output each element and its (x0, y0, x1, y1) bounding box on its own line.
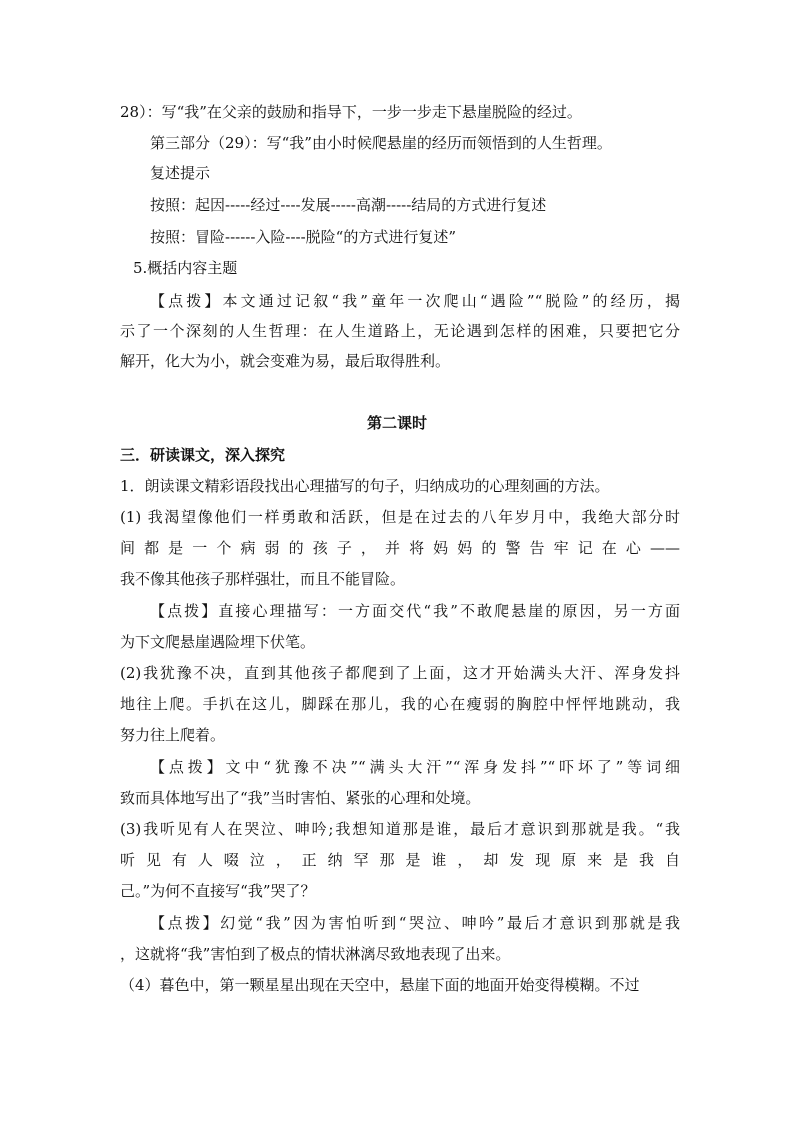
text-line: 1．朗读课文精彩语段找出心理描写的句子，归纳成功的心理刻画的方法。 (120, 477, 610, 495)
text-line: 解开，化大为小，就会变难为易，最后取得胜利。 (120, 352, 451, 370)
text-line: （4）暮色中，第一颗星星出现在天空中，悬崖下面的地面开始变得模糊。不过 (120, 976, 640, 994)
text-line: 按照：冒险------入险----脱险“的方式进行复述” (150, 228, 457, 246)
text-line: 示了一个深刻的人生哲理：在人生道路上，无论遇到怎样的困难，只要把它分 (120, 322, 680, 340)
text-line: ，这就将“我”害怕到了极点的情状淋漓尽致地表现了出来。 (120, 945, 511, 963)
text-line: 第三部分（29）：写“我”由小时候爬悬崖的经历而领悟到的人生哲理。 (150, 134, 612, 152)
text-line: 【点拨】直接心理描写：一方面交代“我”不敢爬悬崖的原因，另一方面 (150, 602, 680, 620)
text-line: (2)我犹豫不决，直到其他孩子都爬到了上面，这才开始满头大汗、浑身发抖 (120, 664, 680, 682)
text-line: 听见有人啜泣，正纳罕那是谁，却发现原来是我自 (120, 851, 680, 869)
text-line: 按照：起因-----经过----发展-----高潮-----结局的方式进行复述 (150, 196, 547, 214)
text-line: 努力往上爬着。 (120, 726, 226, 744)
text-line: 为下文爬悬崖遇险埋下伏笔。 (120, 633, 316, 651)
text-line: 间都是一个病弱的孩子，并将妈妈的警告牢记在心—— (120, 539, 680, 557)
text-line: 【点拨】本文通过记叙“我”童年一次爬山“遇险”“脱险”的经历，揭 (150, 292, 680, 310)
section-heading: 5.概括内容主题 (133, 259, 238, 277)
text-line: (1) 我渴望像他们一样勇敢和活跃，但是在过去的八年岁月中，我绝大部分时 (120, 508, 680, 526)
text-line: 地往上爬。手扒在这儿，脚踩在那儿，我的心在瘦弱的胸腔中怦怦地跳动，我 (120, 695, 680, 713)
text-line: 【点拨】文中“犹豫不决”“满头大汗”“浑身发抖”“吓坏了”等词细 (150, 758, 680, 776)
text-line: 己。”为何不直接写“我”哭了？ (120, 882, 316, 900)
text-line: 我不像其他孩子那样强壮，而且不能冒险。 (120, 570, 406, 588)
text-line: 致而具体地写出了“我”当时害怕、紧张的心理和处境。 (120, 789, 481, 807)
lesson-title: 第二课时 (366, 414, 427, 432)
text-line: 【点拨】幻觉“我”因为害怕听到“哭泣、呻吟”最后才意识到那就是我 (150, 914, 680, 932)
text-line: (3)我听见有人在哭泣、呻吟;我想知道那是谁，最后才意识到那就是我。“我 (120, 820, 680, 838)
section-heading: 三．研读课文，深入探究 (120, 446, 286, 464)
text-line: 28）：写“我”在父亲的鼓励和指导下，一步一步走下悬崖脱险的经过。 (120, 103, 582, 121)
text-line: 复述提示 (150, 164, 211, 182)
